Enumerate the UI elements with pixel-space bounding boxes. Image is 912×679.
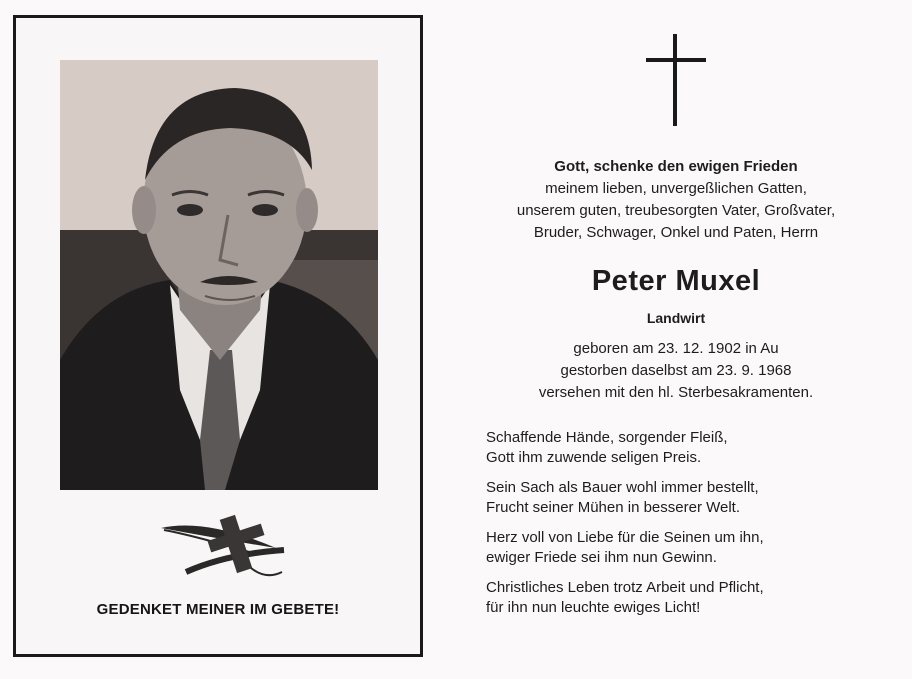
verse [486, 428, 886, 468]
verse [486, 478, 886, 518]
cross-icon [646, 34, 706, 126]
verse [486, 528, 886, 568]
death-date-line: gestorben daselbst am 23. 9. 1968 [560, 362, 792, 379]
portrait-illustration [60, 60, 378, 490]
palm-cross-emblem-icon [156, 510, 296, 582]
verse-line: Gott ihm zuwende seligen Preis. [486, 449, 702, 466]
verse-line: Sein Sach als Bauer wohl immer bestellt, [486, 479, 759, 496]
portrait-photo [60, 60, 378, 490]
verse-line: Christliches Leben trotz Arbeit und Pflicht, [486, 579, 764, 596]
verse-line: Schaffende Hände, sorgender Fleiß, [486, 429, 728, 446]
dedication-line: unserem guten, treubesorgten Vater, Großvater, [516, 202, 836, 219]
left-panel [13, 15, 423, 657]
verses [486, 428, 886, 628]
life-dates [470, 338, 882, 404]
verse-line: ewiger Friede sei ihm nun Gewinn. [486, 549, 717, 566]
deceased-name: Peter Muxel [591, 265, 761, 297]
verse-line: Frucht seiner Mühen in besserer Welt. [486, 499, 740, 516]
dedication-text [470, 156, 882, 244]
verse-line: für ihn nun leuchte ewiges Licht! [486, 599, 701, 616]
verse [486, 578, 886, 618]
dedication-line: Bruder, Schwager, Onkel und Paten, Herrn [533, 224, 819, 241]
prayer-caption: GEDENKET MEINER IM GEBETE! [96, 601, 340, 618]
dedication-line: Gott, schenke den ewigen Frieden [554, 158, 798, 175]
verse-line: Herz voll von Liebe für die Seinen um ihn, [486, 529, 764, 546]
dedication-line: meinem lieben, unvergeßlichen Gatten, [545, 180, 807, 197]
occupation: Landwirt [646, 310, 706, 326]
sacraments-line: versehen mit den hl. Sterbesakramenten. [538, 384, 814, 401]
birth-date-line: geboren am 23. 12. 1902 in Au [573, 340, 779, 357]
